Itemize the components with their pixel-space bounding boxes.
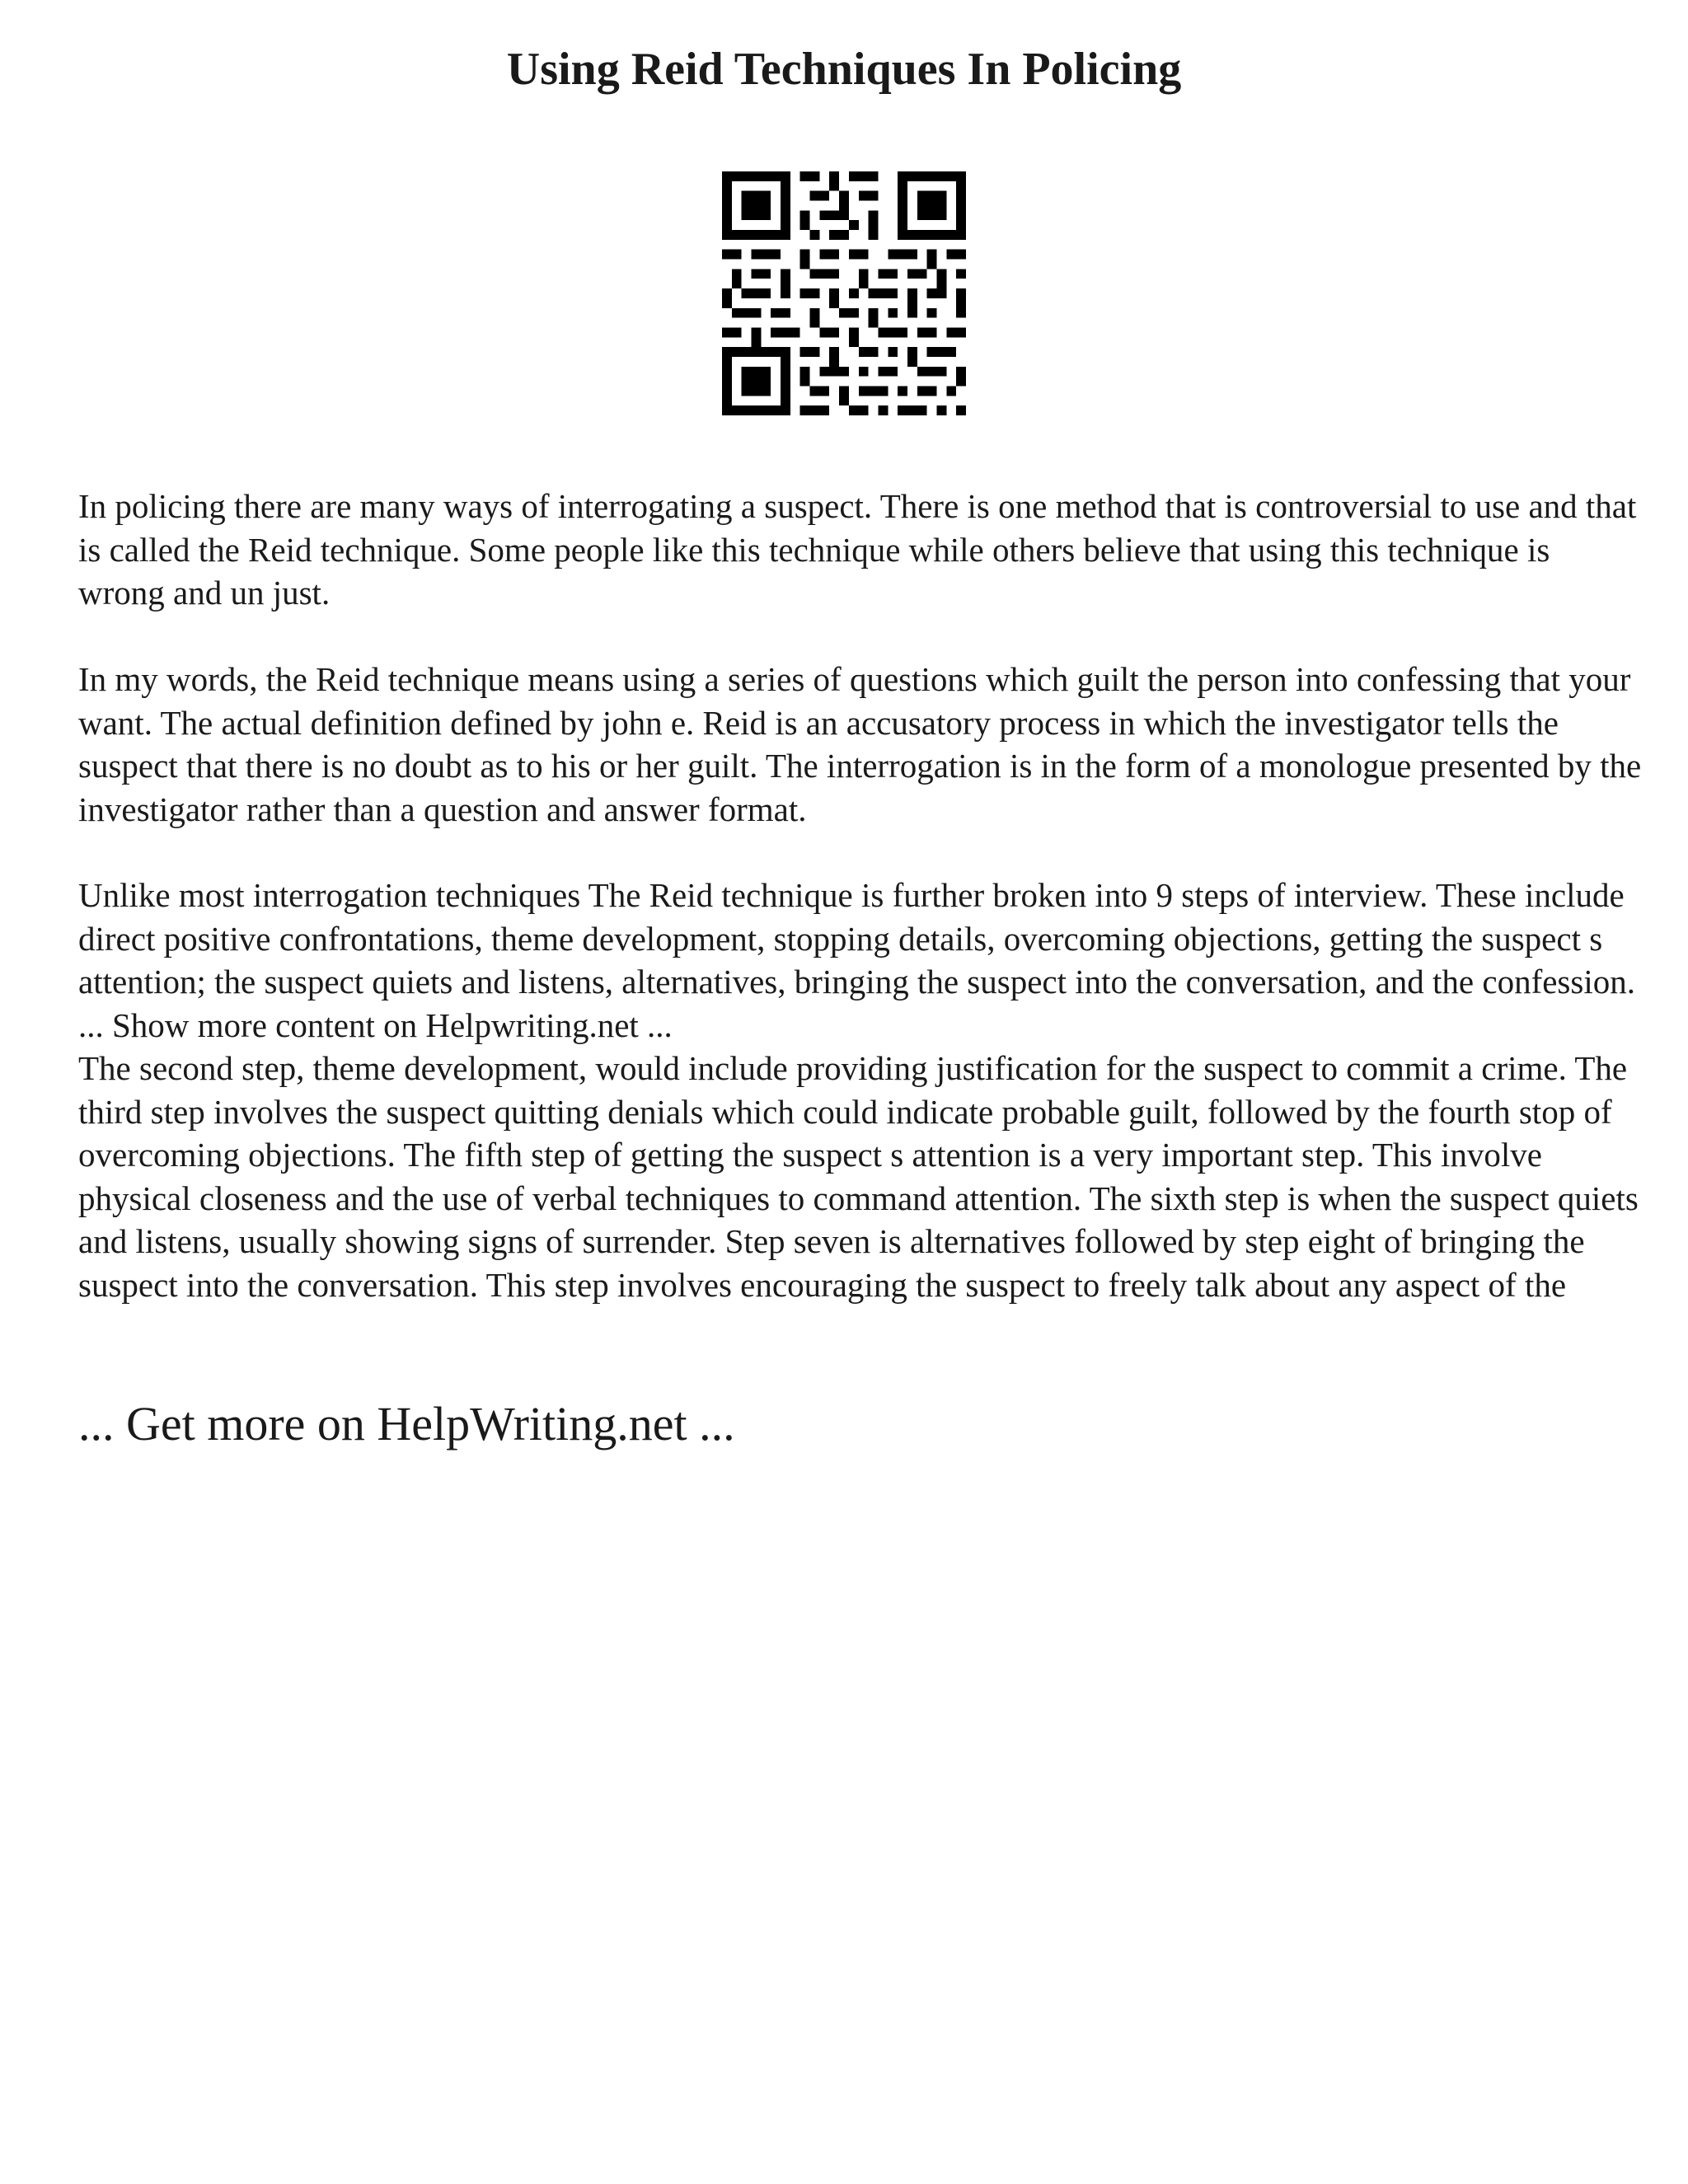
- paragraph-steps-intro: Unlike most interrogation techniques The Reid technique is further broken into 9 steps of interview. These include direct positive confrontations, theme development, stopping details, overcoming objections, getting the suspect s attention; the suspect quiets and listens, alternatives, bringing the suspect into the conversation, and the confession.: [78, 876, 1635, 1001]
- paragraph-intro: In policing there are many ways of interrogating a suspect. There is one method that is controversial to use and that is called the Reid technique. Some people like this technique while others believe that using this technique is wrong and un just.: [78, 487, 1637, 612]
- qr-code-icon: [722, 171, 966, 415]
- show-more-link[interactable]: ... Show more content on Helpwriting.net ...: [78, 1005, 673, 1044]
- paragraph-steps: [78, 874, 1644, 1306]
- page-title: Using Reid Techniques In Policing: [506, 44, 1182, 95]
- paragraph-steps-detail: The second step, theme development, would include providing justification for the suspect to commit a crime. The third step involves the suspect quitting denials which could indicate probable guilt, followed by the fourth stop of overcoming objections. The fifth step of getting the suspect s attention is a very important step. This involve physical closeness and the use of verbal techniques to command attention. The sixth step is when the suspect quiets and listens, usually showing signs of surrender. Step seven is alternatives followed by step eight of bringing the suspect into the conversation. This step involves encouraging the suspect to freely talk about any aspect of the: [78, 1049, 1639, 1304]
- paragraph-definition: In my words, the Reid technique means using a series of questions which guilt the person into confessing that your want. The actual definition defined by john e. Reid is an accusatory process in which the investigator tells the suspect that there is no doubt as to his or her guilt. The interrogation is in the form of a monologue presented by the investigator rather than a question and answer format.: [78, 660, 1642, 828]
- get-more-link[interactable]: ... Get more on HelpWriting.net ...: [78, 1397, 735, 1451]
